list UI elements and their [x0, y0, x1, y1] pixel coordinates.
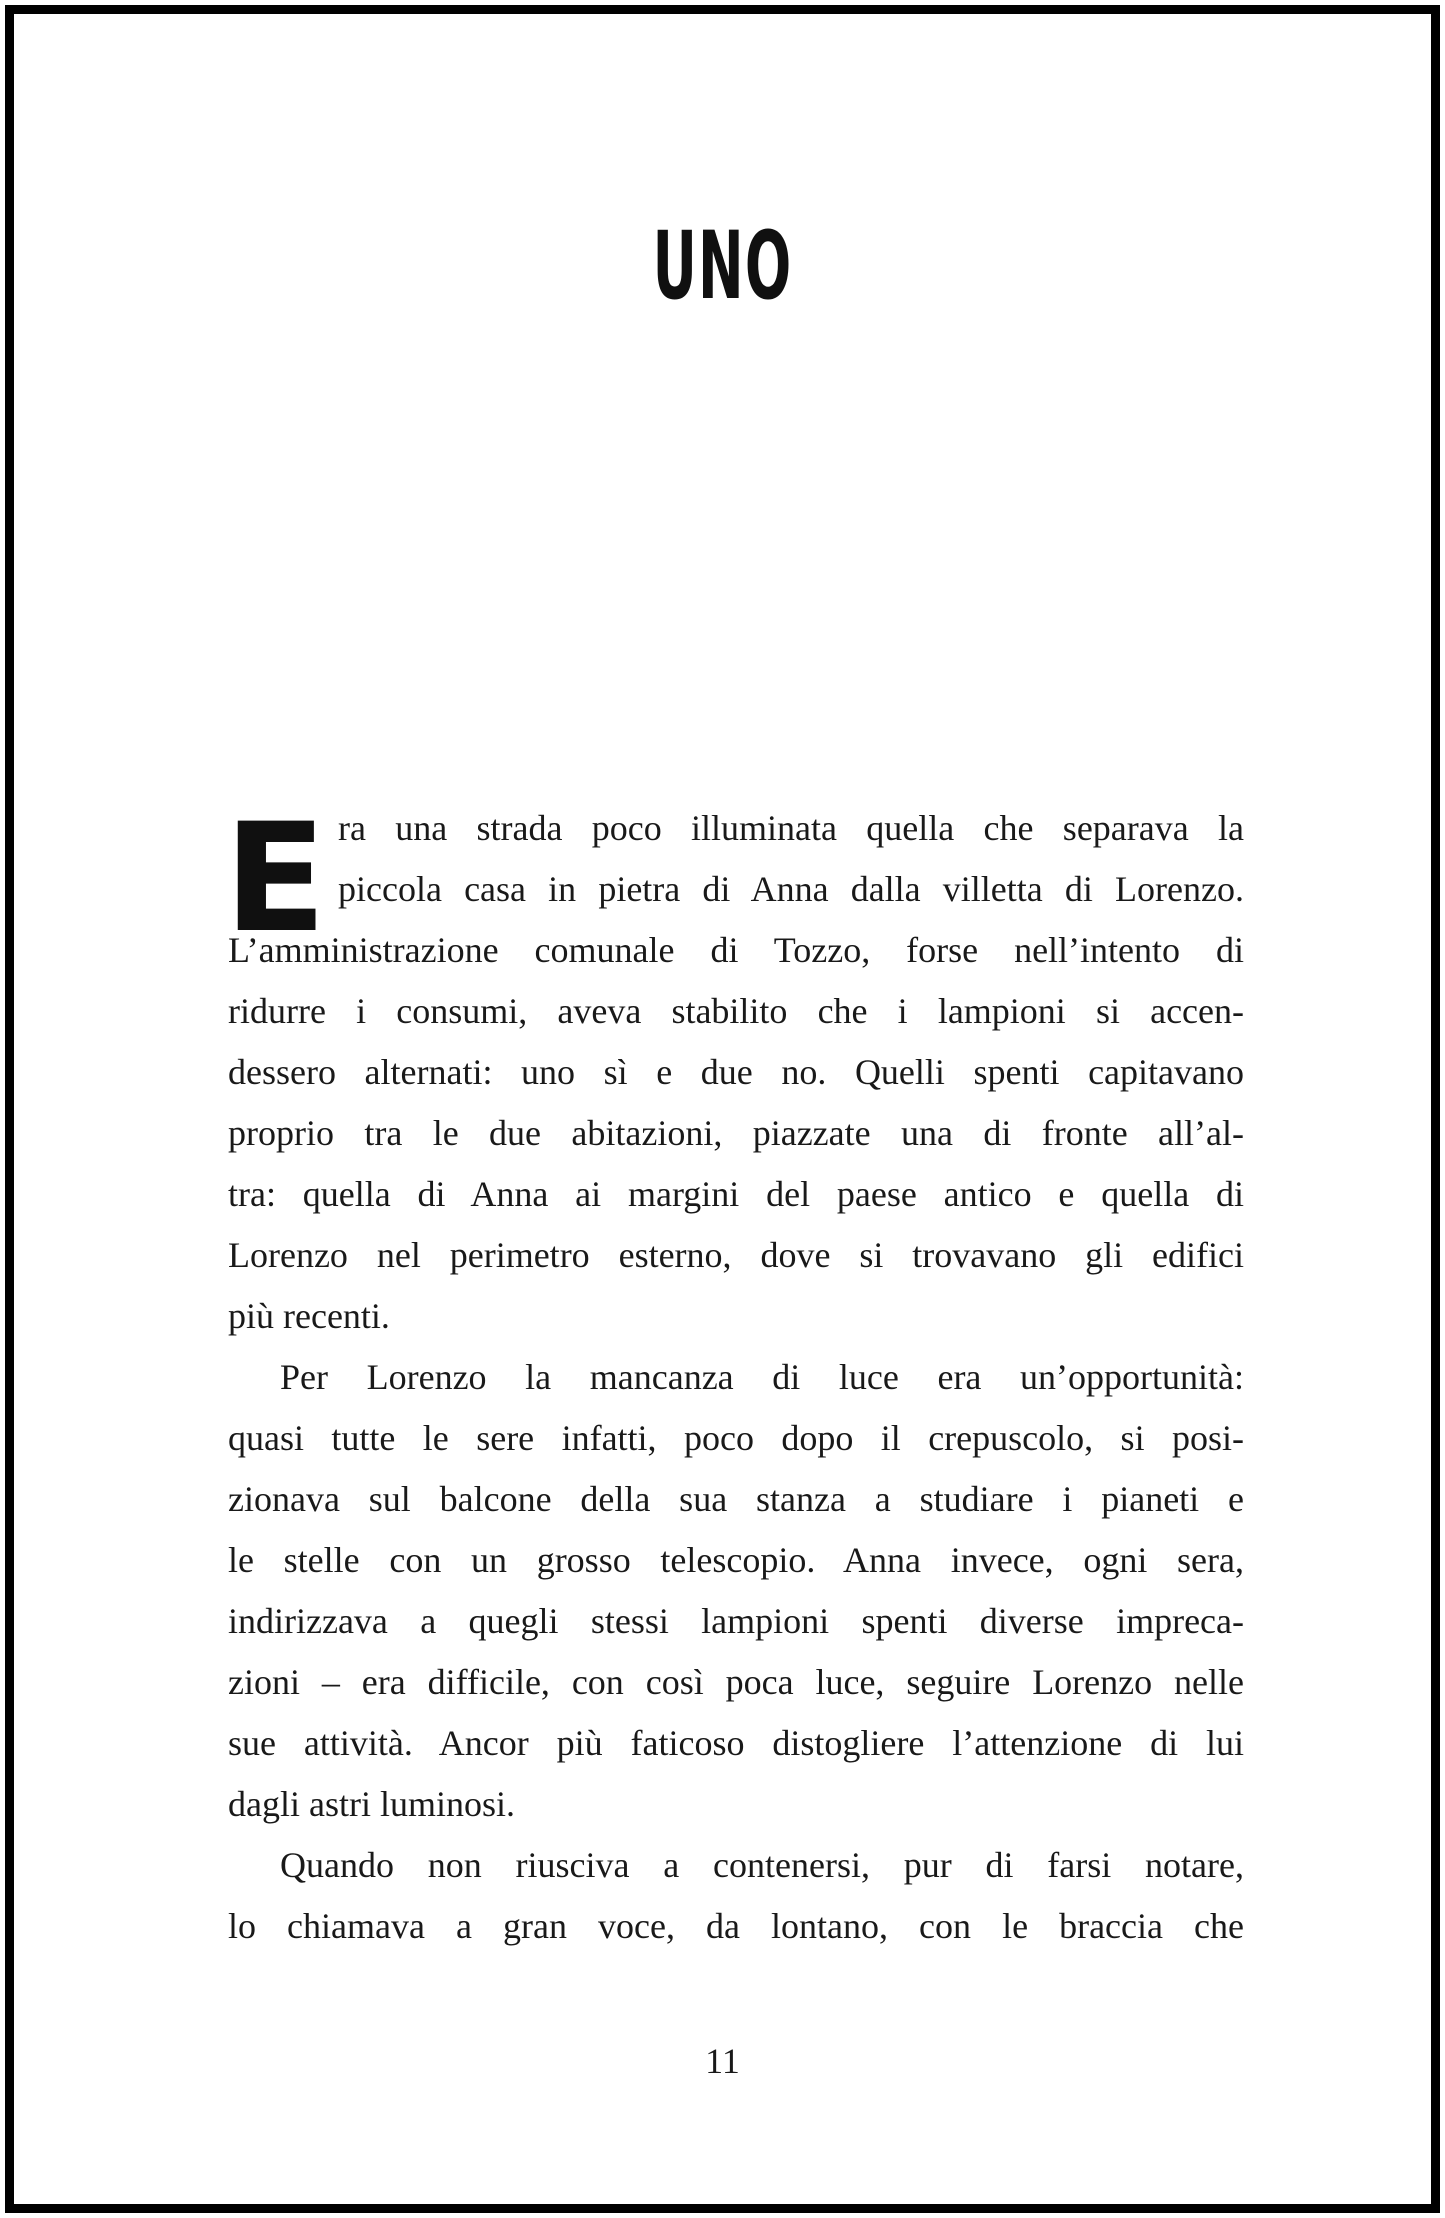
text-line: Lorenzo nel perimetro esterno, dove si trovavano gli edifici	[228, 1235, 1244, 1275]
text-line: lo chiamava a gran voce, da lontano, con le braccia che	[228, 1906, 1244, 1946]
text-line: quasi tutte le sere infatti, poco dopo il crepuscolo, si posi-	[228, 1418, 1244, 1458]
text-body	[224, 792, 1244, 1957]
page-number: 11	[705, 2041, 740, 2081]
text-line: sue attività. Ancor più faticoso distogliere l’attenzione di lui	[228, 1723, 1244, 1763]
text-line: zioni – era difficile, con così poca luce, seguire Lorenzo nelle	[228, 1662, 1244, 1702]
chapter-title-text: UNO	[652, 212, 793, 321]
text-line: dagli astri luminosi.	[228, 1784, 515, 1824]
text-line: tra: quella di Anna ai margini del paese antico e quella di	[228, 1174, 1244, 1214]
text-line: ra una strada poco illuminata quella che separava la	[338, 808, 1244, 848]
drop-cap: E	[224, 792, 327, 966]
chapter-title	[0, 212, 1445, 321]
paragraph	[228, 1347, 1244, 1835]
text-line: dessero alternati: uno sì e due no. Quelli spenti capitavano	[228, 1052, 1244, 1092]
text-line: proprio tra le due abitazioni, piazzate una di fronte all’al-	[228, 1113, 1244, 1153]
text-line: Per Lorenzo la mancanza di luce era un’opportunità:	[280, 1357, 1244, 1397]
text-line: Quando non riusciva a contenersi, pur di farsi notare,	[280, 1845, 1244, 1885]
text-line: indirizzava a quegli stessi lampioni spenti diverse impreca-	[228, 1601, 1244, 1641]
text-line: piccola casa in pietra di Anna dalla villetta di Lorenzo.	[338, 869, 1244, 909]
text-line: ridurre i consumi, aveva stabilito che i lampioni si accen-	[228, 991, 1244, 1031]
text-line: le stelle con un grosso telescopio. Anna invece, ogni sera,	[228, 1540, 1244, 1580]
text-line: più recenti.	[228, 1296, 390, 1336]
text-line: zionava sul balcone della sua stanza a studiare i pianeti e	[228, 1479, 1244, 1519]
paragraph	[224, 792, 1244, 1347]
paragraph	[228, 1835, 1244, 1957]
text-line: L’amministrazione comunale di Tozzo, forse nell’intento di	[228, 930, 1244, 970]
